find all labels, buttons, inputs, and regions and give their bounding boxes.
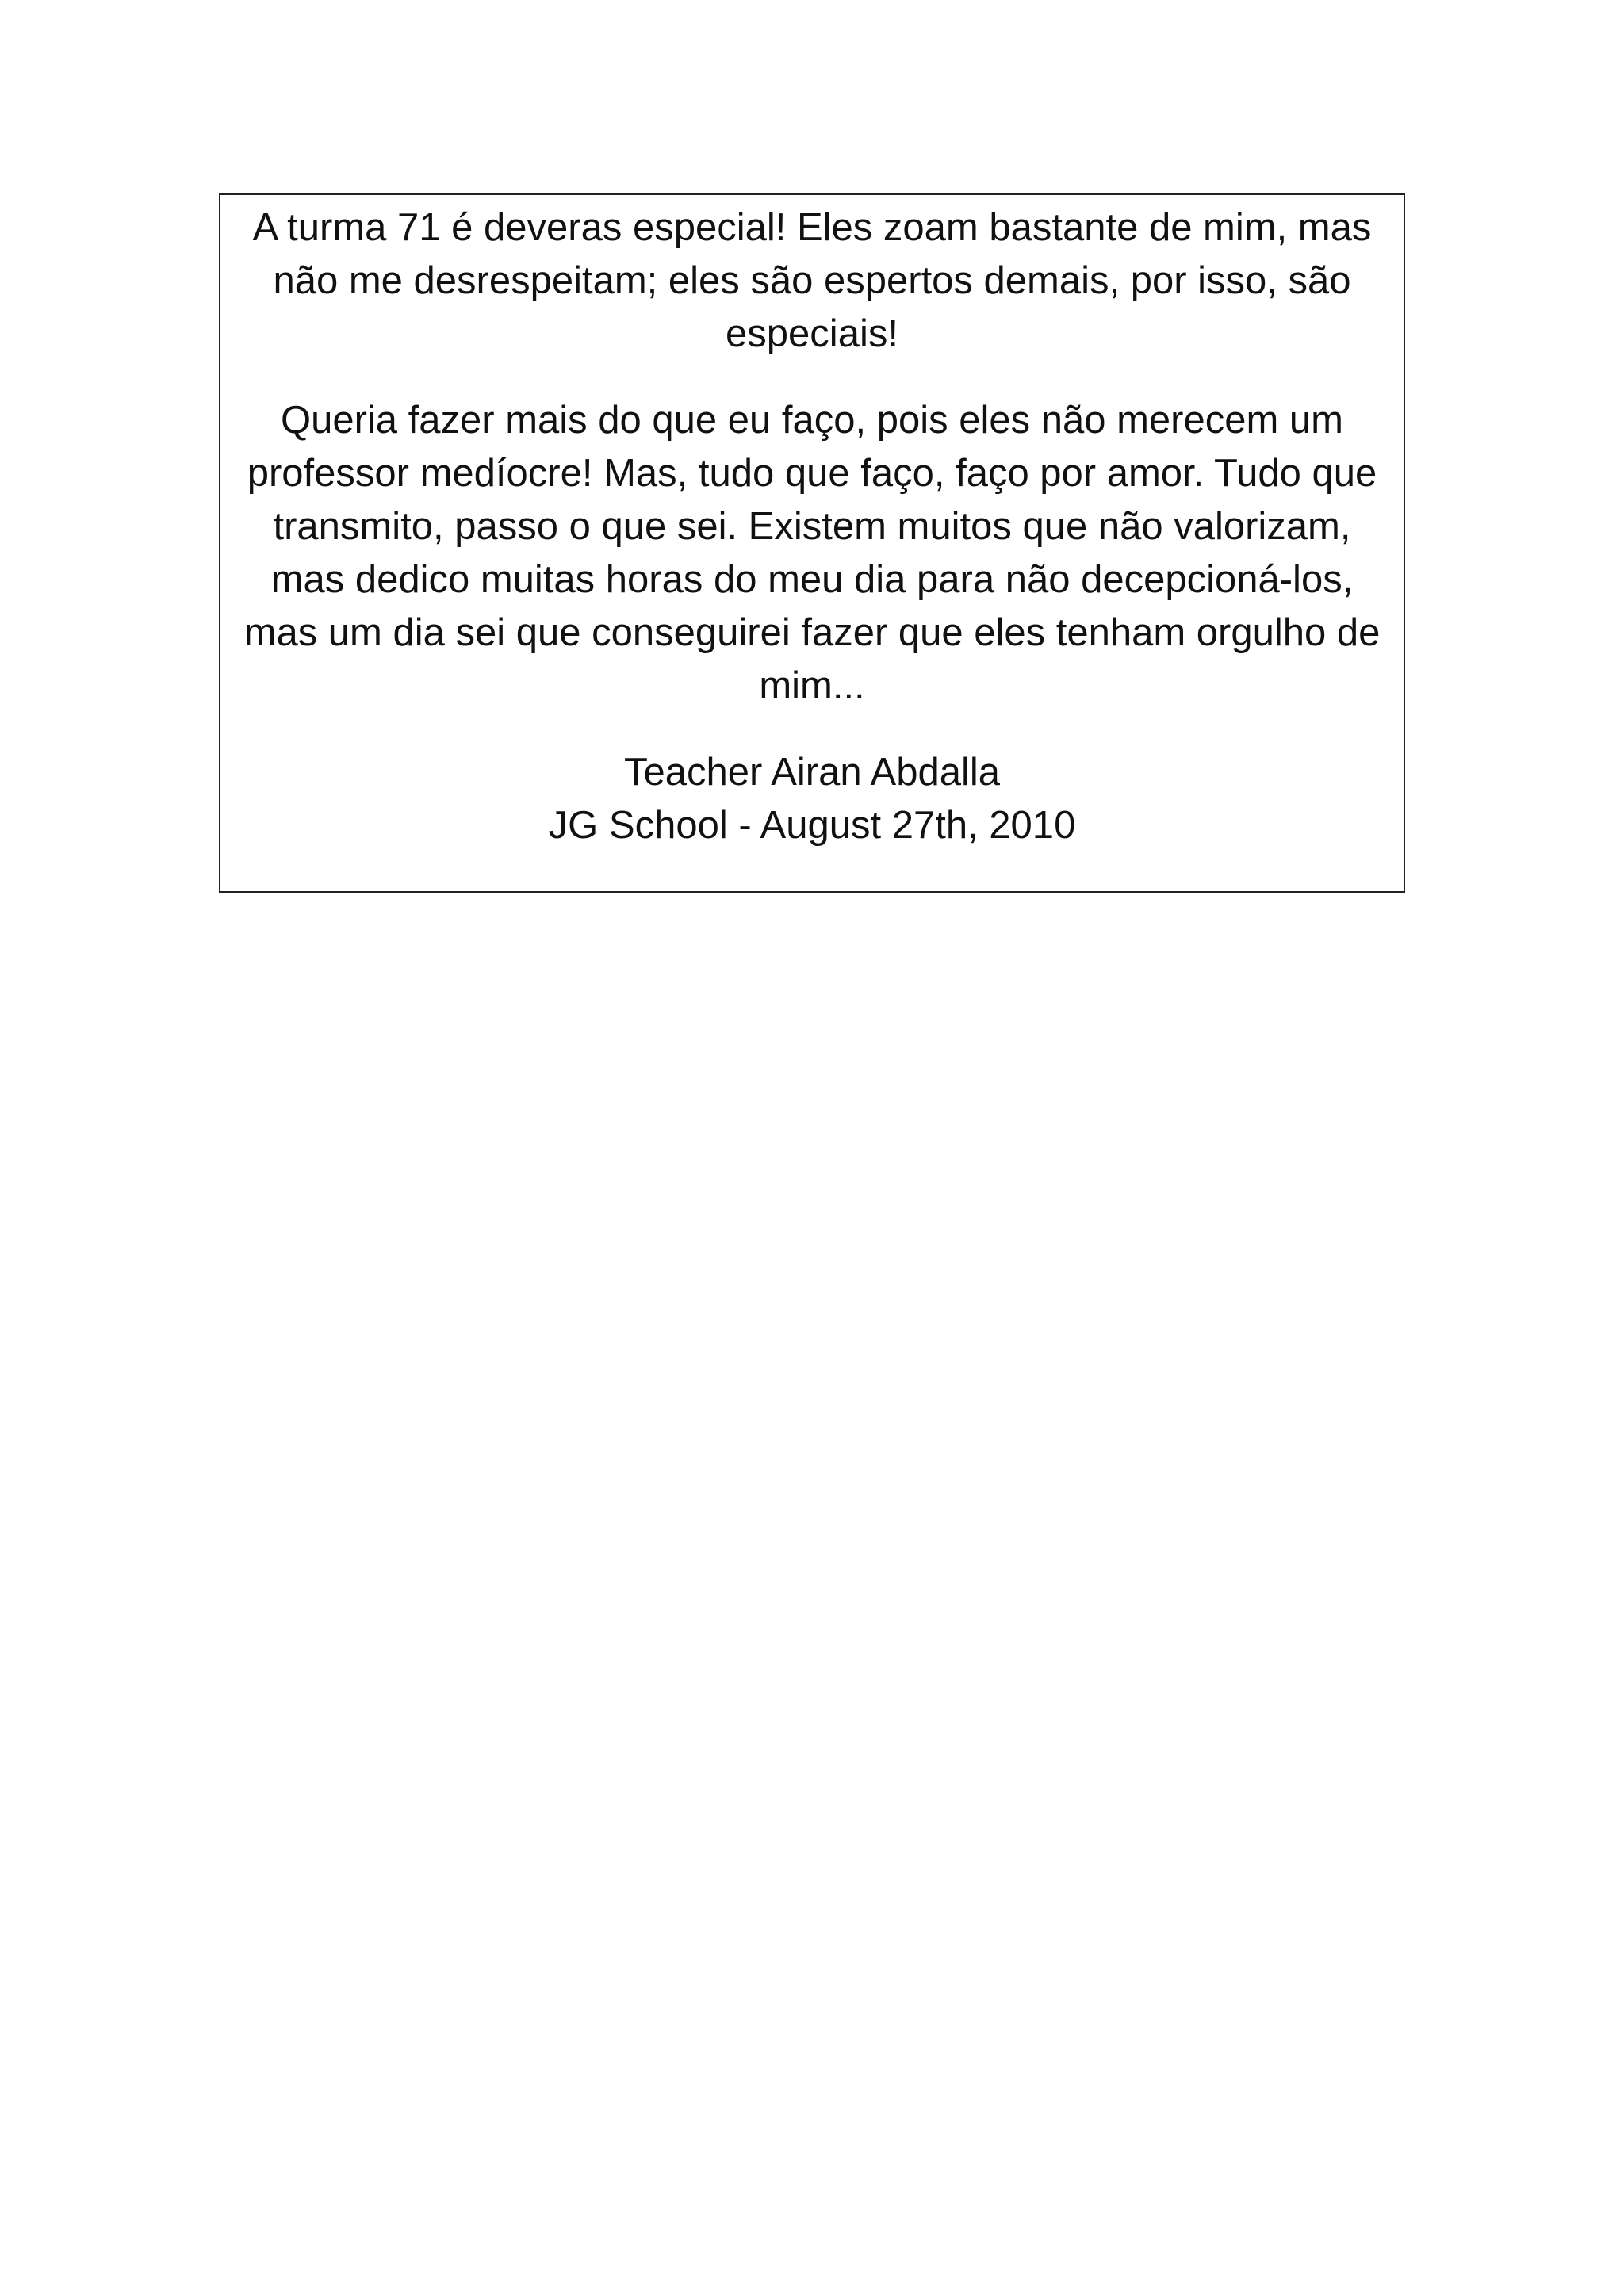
- paragraph-2: Queria fazer mais do que eu faço, pois eles não merecem um professor medíocre! Mas, tudo que faço, faço por amor. Tudo que transmito, passo o que sei. Existem muitos que não valorizam, mas dedico muitas horas do meu dia para não decepcioná-los, mas um dia sei que conseguirei fazer que eles tenham orgulho de mim...: [243, 399, 1381, 707]
- paragraph-spacer: [238, 713, 1386, 746]
- signature-place-date: JG School - August 27th, 2010: [548, 804, 1076, 847]
- bordered-text-box: [219, 193, 1405, 893]
- signature-name: Teacher Airan Abdalla: [624, 751, 1000, 794]
- paragraph-spacer: [238, 361, 1386, 394]
- paragraph-1: A turma 71 é deveras especial! Eles zoam bastante de mim, mas não me desrespeitam; eles são espertos demais, por isso, são especiais!: [252, 206, 1372, 355]
- signature-block: [238, 746, 1386, 852]
